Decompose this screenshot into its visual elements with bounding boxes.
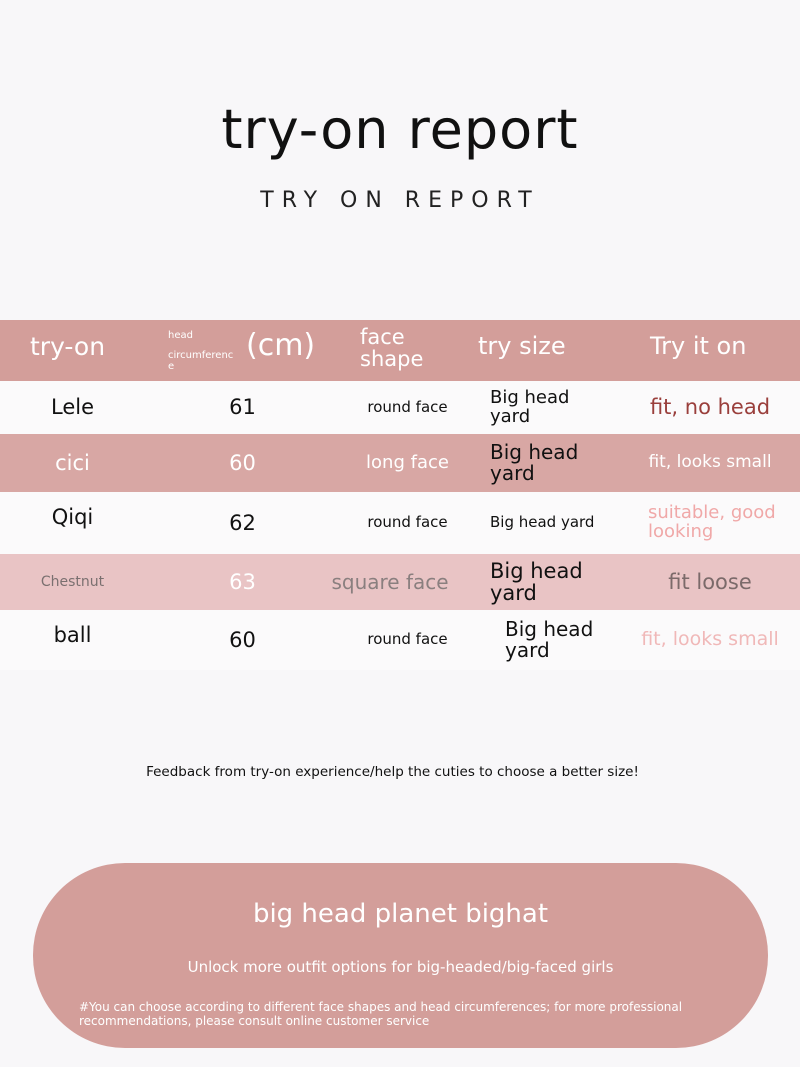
face-shape: square face (331, 569, 449, 594)
try-result: fit, no head (649, 395, 771, 420)
try-size: Big head yard (505, 617, 594, 662)
table-header (0, 320, 800, 381)
col-header-cm: (cm) (246, 328, 316, 363)
face-shape: long face (366, 451, 449, 473)
head-circumference: 63 (229, 569, 256, 594)
col-header-try-it-on: Try it on (650, 332, 747, 360)
banner-note: #You can choose according to different face shapes and head circumferences; for more professional recommendations, please consult online customer service (79, 1000, 683, 1028)
col-header-face-shape: face shape (360, 325, 424, 371)
report-subtitle: TRY ON REPORT (260, 188, 540, 213)
table-row (0, 492, 800, 554)
table-row (0, 610, 800, 670)
head-circumference: 61 (229, 395, 256, 420)
banner-subtitle: Unlock more outfit options for big-headed/big-faced girls (187, 958, 614, 976)
tester-name: cici (55, 450, 90, 475)
tester-name: ball (53, 623, 92, 647)
col-header-try-on: try-on (30, 332, 106, 361)
face-shape: round face (367, 513, 448, 532)
head-circumference: 60 (229, 450, 256, 475)
face-shape: round face (367, 630, 448, 649)
banner-title: big head planet bighat (252, 899, 549, 929)
try-size: Big head yard (490, 558, 583, 605)
face-shape: round face (367, 397, 448, 416)
table-row (0, 434, 800, 492)
table-row (0, 554, 800, 610)
head-circumference: 62 (229, 510, 256, 535)
try-result: fit loose (668, 569, 752, 594)
brand-banner (33, 863, 768, 1048)
try-size: Big head yard (490, 513, 595, 532)
try-result: fit, looks small (648, 452, 772, 473)
col-header-circumference: circumference (168, 350, 234, 372)
tester-name: Qiqi (51, 505, 94, 529)
table-row (0, 381, 800, 434)
tester-name: Lele (50, 395, 94, 420)
head-circumference: 60 (229, 627, 256, 652)
report-title: try-on report (221, 98, 579, 161)
try-result: suitable, good looking (648, 502, 776, 542)
feedback-note: Feedback from try-on experience/help the cuties to choose a better size! (146, 764, 639, 780)
try-result: fit, looks small (641, 628, 779, 651)
col-header-head: head (168, 330, 193, 341)
try-size: Big head yard (490, 440, 579, 485)
tester-name: Chestnut (40, 573, 105, 590)
try-size: Big head yard (490, 386, 570, 427)
col-header-try-size: try size (478, 332, 566, 360)
